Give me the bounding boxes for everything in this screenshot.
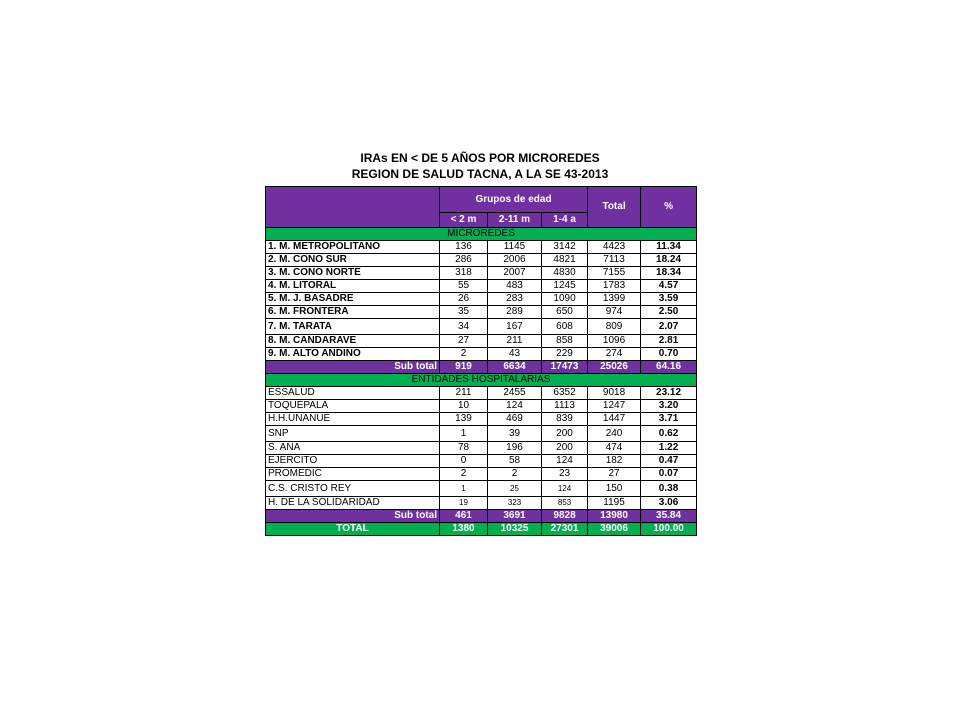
table-row (266, 481, 697, 497)
row-name: 7. M. TARATA (266, 319, 440, 335)
row-value-1: 2 (440, 348, 488, 361)
row-value-1: 26 (440, 293, 488, 306)
header-age-1-4a: 1-4 a (542, 213, 588, 228)
table-row (266, 400, 697, 413)
table-row (266, 335, 697, 348)
row-total: 9018 (588, 387, 641, 400)
grand-total-v3: 27301 (542, 523, 588, 536)
row-total: 1399 (588, 293, 641, 306)
row-total: 1096 (588, 335, 641, 348)
row-value-2: 283 (488, 293, 542, 306)
row-pct: 0.38 (641, 481, 697, 497)
row-value-2: 2007 (488, 267, 542, 280)
row-value-1: 34 (440, 319, 488, 335)
row-total: 27 (588, 468, 641, 481)
row-name: S. ANA (266, 442, 440, 455)
grand-total-pct: 100.00 (641, 523, 697, 536)
row-total: 974 (588, 306, 641, 319)
row-pct: 0.07 (641, 468, 697, 481)
subtotal-entidades-total: 13980 (588, 510, 641, 523)
row-total: 809 (588, 319, 641, 335)
table-row (266, 468, 697, 481)
subtotal-microredes-total: 25026 (588, 361, 641, 374)
row-name: TOQUEPALA (266, 400, 440, 413)
row-total: 1447 (588, 413, 641, 426)
row-value-1: 1 (440, 481, 488, 497)
subtotal-entidades-label: Sub total (266, 510, 440, 523)
table-row (266, 306, 697, 319)
table-row (266, 241, 697, 254)
row-value-1: 78 (440, 442, 488, 455)
data-table-container (265, 186, 696, 536)
row-value-2: 323 (488, 497, 542, 510)
row-value-2: 39 (488, 426, 542, 442)
row-pct: 0.62 (641, 426, 697, 442)
row-pct: 4.57 (641, 280, 697, 293)
row-value-3: 1090 (542, 293, 588, 306)
row-value-1: 2 (440, 468, 488, 481)
row-pct: 0.70 (641, 348, 697, 361)
row-pct: 23.12 (641, 387, 697, 400)
row-pct: 0.47 (641, 455, 697, 468)
row-value-3: 3142 (542, 241, 588, 254)
header-age-lt2m: < 2 m (440, 213, 488, 228)
row-pct: 11.34 (641, 241, 697, 254)
row-name: 5. M. J. BASADRE (266, 293, 440, 306)
row-pct: 1.22 (641, 442, 697, 455)
table-row (266, 267, 697, 280)
row-value-3: 853 (542, 497, 588, 510)
row-value-2: 25 (488, 481, 542, 497)
table-row (266, 348, 697, 361)
table-row (266, 497, 697, 510)
row-value-3: 200 (542, 426, 588, 442)
row-total: 274 (588, 348, 641, 361)
row-total: 7155 (588, 267, 641, 280)
row-total: 240 (588, 426, 641, 442)
row-value-3: 1245 (542, 280, 588, 293)
row-value-3: 839 (542, 413, 588, 426)
row-value-2: 469 (488, 413, 542, 426)
row-name: C.S. CRISTO REY (266, 481, 440, 497)
row-value-2: 483 (488, 280, 542, 293)
subtotal-microredes-v2: 6634 (488, 361, 542, 374)
row-value-1: 10 (440, 400, 488, 413)
row-value-2: 167 (488, 319, 542, 335)
header-total: Total (588, 187, 641, 228)
row-value-3: 608 (542, 319, 588, 335)
row-name: ESSALUD (266, 387, 440, 400)
row-value-3: 124 (542, 455, 588, 468)
grand-total-v2: 10325 (488, 523, 542, 536)
section-microredes: MICROREDES (266, 228, 697, 241)
row-name: H.H.UNANUE (266, 413, 440, 426)
row-value-3: 858 (542, 335, 588, 348)
row-value-3: 23 (542, 468, 588, 481)
row-pct: 3.20 (641, 400, 697, 413)
row-value-2: 289 (488, 306, 542, 319)
row-value-1: 27 (440, 335, 488, 348)
row-pct: 18.24 (641, 254, 697, 267)
table-row (266, 426, 697, 442)
table-row (266, 387, 697, 400)
title-line-2: REGION DE SALUD TACNA, A LA SE 43-2013 (351, 167, 609, 181)
row-value-2: 196 (488, 442, 542, 455)
header-age-groups: Grupos de edad (440, 187, 588, 213)
row-pct: 2.81 (641, 335, 697, 348)
table-row (266, 442, 697, 455)
table-row (266, 254, 697, 267)
table-row (266, 293, 697, 306)
table-title (265, 150, 695, 182)
row-name: EJERCITO (266, 455, 440, 468)
subtotal-entidades-v1: 461 (440, 510, 488, 523)
grand-total-v1: 1380 (440, 523, 488, 536)
row-name: 9. M. ALTO ANDINO (266, 348, 440, 361)
iras-table (265, 186, 697, 536)
row-value-2: 2 (488, 468, 542, 481)
row-value-1: 318 (440, 267, 488, 280)
subtotal-entidades-v3: 9828 (542, 510, 588, 523)
row-value-2: 124 (488, 400, 542, 413)
subtotal-entidades-v2: 3691 (488, 510, 542, 523)
row-pct: 3.71 (641, 413, 697, 426)
table-row (266, 413, 697, 426)
row-value-1: 19 (440, 497, 488, 510)
row-value-2: 1145 (488, 241, 542, 254)
row-name: 8. M. CANDARAVE (266, 335, 440, 348)
row-value-2: 211 (488, 335, 542, 348)
row-value-3: 650 (542, 306, 588, 319)
row-value-2: 43 (488, 348, 542, 361)
header-age-2-11m: 2-11 m (488, 213, 542, 228)
title-line-1: IRAs EN < DE 5 AÑOS POR MICROREDES (360, 151, 600, 165)
row-pct: 2.07 (641, 319, 697, 335)
row-value-3: 229 (542, 348, 588, 361)
row-value-3: 1113 (542, 400, 588, 413)
row-name: 2. M. CONO SUR (266, 254, 440, 267)
table-row (266, 319, 697, 335)
row-total: 182 (588, 455, 641, 468)
row-total: 1783 (588, 280, 641, 293)
subtotal-entidades-pct: 35.84 (641, 510, 697, 523)
row-total: 474 (588, 442, 641, 455)
row-value-2: 2006 (488, 254, 542, 267)
row-pct: 3.06 (641, 497, 697, 510)
row-value-3: 6352 (542, 387, 588, 400)
row-value-1: 55 (440, 280, 488, 293)
section-row (266, 374, 697, 387)
row-value-3: 200 (542, 442, 588, 455)
row-name: SNP (266, 426, 440, 442)
row-value-1: 35 (440, 306, 488, 319)
subtotal-entidades (266, 510, 697, 523)
row-value-1: 136 (440, 241, 488, 254)
row-name: 1. M. METROPOLITANO (266, 241, 440, 254)
row-value-2: 2455 (488, 387, 542, 400)
row-value-1: 139 (440, 413, 488, 426)
header-blank-cell (266, 187, 440, 228)
row-value-2: 58 (488, 455, 542, 468)
row-total: 1247 (588, 400, 641, 413)
grand-total-label: TOTAL (266, 523, 440, 536)
row-name: 3. M. CONO NORTE (266, 267, 440, 280)
subtotal-microredes-v3: 17473 (542, 361, 588, 374)
row-name: 4. M. LITORAL (266, 280, 440, 293)
row-pct: 2.50 (641, 306, 697, 319)
row-name: 6. M. FRONTERA (266, 306, 440, 319)
header-pct: % (641, 187, 697, 228)
row-value-1: 211 (440, 387, 488, 400)
row-pct: 3.59 (641, 293, 697, 306)
row-value-1: 286 (440, 254, 488, 267)
row-value-1: 0 (440, 455, 488, 468)
subtotal-microredes-v1: 919 (440, 361, 488, 374)
table-row (266, 455, 697, 468)
table-row (266, 280, 697, 293)
row-total: 7113 (588, 254, 641, 267)
row-value-3: 4830 (542, 267, 588, 280)
subtotal-microredes (266, 361, 697, 374)
row-name: H. DE LA SOLIDARIDAD (266, 497, 440, 510)
row-total: 150 (588, 481, 641, 497)
row-total: 1195 (588, 497, 641, 510)
row-name: PROMEDIC (266, 468, 440, 481)
section-entidades: ENTIDADES HOSPITALARIAS (266, 374, 697, 387)
subtotal-microredes-label: Sub total (266, 361, 440, 374)
row-value-3: 4821 (542, 254, 588, 267)
row-total: 4423 (588, 241, 641, 254)
subtotal-microredes-pct: 64.16 (641, 361, 697, 374)
row-pct: 18.34 (641, 267, 697, 280)
grand-total (266, 523, 697, 536)
row-value-1: 1 (440, 426, 488, 442)
grand-total-total: 39006 (588, 523, 641, 536)
row-value-3: 124 (542, 481, 588, 497)
